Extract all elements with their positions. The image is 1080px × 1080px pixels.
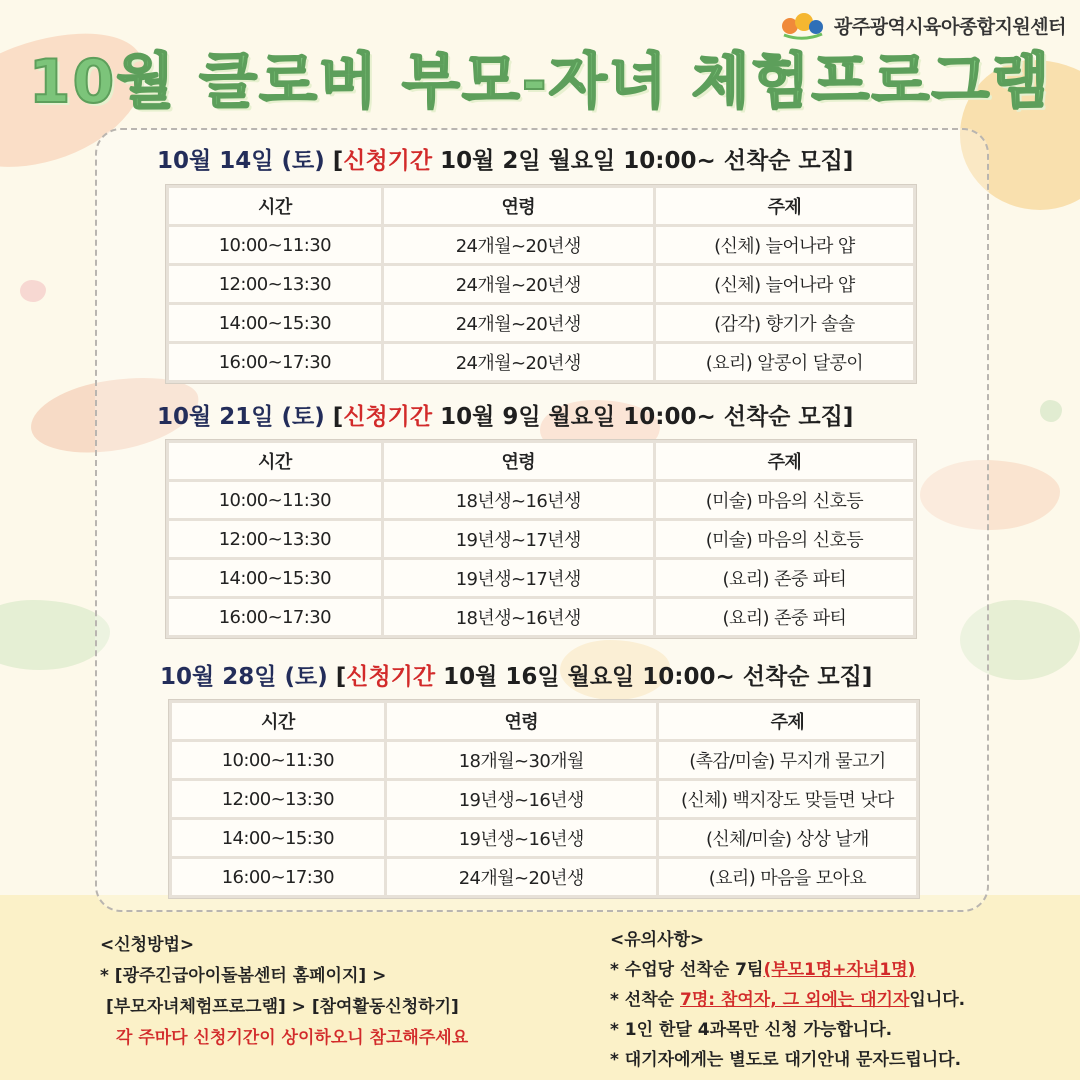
column-header-age: 연령 (387, 703, 656, 739)
bracket: [ (332, 404, 344, 430)
table-row (169, 266, 913, 302)
age-cell: 24개월~20년생 (384, 305, 653, 341)
notice-line: * 1인 한달 4과목만 신청 가능합니다. (610, 1020, 893, 1040)
topic-cell: (요리) 존중 파티 (656, 560, 913, 596)
age-cell: 24개월~20년생 (384, 344, 653, 380)
table-row (169, 599, 913, 635)
time-cell: 14:00~15:30 (169, 560, 381, 596)
age-cell: 19년생~16년생 (387, 781, 656, 817)
table-row (169, 227, 913, 263)
time-cell: 12:00~13:30 (169, 521, 381, 557)
notice-heading: <유의사항> (610, 930, 705, 950)
table-row (169, 521, 913, 557)
how-to-apply-line: [부모자녀체험프로그램] > [참여활동신청하기] (106, 997, 459, 1017)
table-row (169, 560, 913, 596)
bg-blob (1040, 400, 1062, 422)
schedule-table (168, 699, 920, 899)
notice-highlight: (부모1명+자녀1명) (763, 960, 916, 980)
notice (610, 925, 965, 1075)
topic-cell: (요리) 알콩이 달콩이 (656, 344, 913, 380)
notice-text: * 수업당 선착순 7팀 (610, 960, 764, 980)
schedule-table (165, 184, 917, 384)
age-cell: 18개월~30개월 (387, 742, 656, 778)
topic-cell: (신체) 늘어나라 얍 (656, 266, 913, 302)
how-to-apply-note: 각 주마다 신청기간이 상이하오니 참고해주세요 (116, 1028, 469, 1048)
age-cell: 24개월~20년생 (387, 859, 656, 895)
period-text: 10월 2일 월요일 10:00~ 선착순 모집] (432, 148, 854, 174)
column-header-topic: 주제 (659, 703, 916, 739)
age-cell: 24개월~20년생 (384, 227, 653, 263)
table-row (172, 742, 916, 778)
session-date: 10월 28일 (토) (160, 664, 328, 690)
time-cell: 16:00~17:30 (169, 599, 381, 635)
topic-cell: (미술) 마음의 신호등 (656, 482, 913, 518)
how-to-apply (100, 930, 468, 1054)
topic-cell: (미술) 마음의 신호등 (656, 521, 913, 557)
time-cell: 12:00~13:30 (169, 266, 381, 302)
age-cell: 19년생~17년생 (384, 560, 653, 596)
session-header (157, 398, 853, 431)
notice-line (610, 955, 965, 985)
period-text: 10월 9일 월요일 10:00~ 선착순 모집] (432, 404, 854, 430)
time-cell: 10:00~11:30 (169, 227, 381, 263)
column-header-topic: 주제 (656, 443, 913, 479)
bg-blob (0, 600, 110, 670)
table-row (169, 482, 913, 518)
period-label: 신청기간 (343, 404, 433, 430)
age-cell: 19년생~17년생 (384, 521, 653, 557)
time-cell: 10:00~11:30 (169, 482, 381, 518)
topic-cell: (요리) 존중 파티 (656, 599, 913, 635)
notice-text: 입니다. (909, 990, 966, 1010)
notice-text: * 선착순 (610, 990, 680, 1010)
column-header-topic: 주제 (656, 188, 913, 224)
time-cell: 16:00~17:30 (169, 344, 381, 380)
notice-line (610, 985, 965, 1015)
topic-cell: (신체) 백지장도 맞들면 낫다 (659, 781, 916, 817)
age-cell: 24개월~20년생 (384, 266, 653, 302)
column-header-age: 연령 (384, 188, 653, 224)
column-header-time: 시간 (169, 188, 381, 224)
time-cell: 14:00~15:30 (169, 305, 381, 341)
table-row (172, 820, 916, 856)
bg-blob (20, 280, 46, 302)
page-title: 10월 클로버 부모-자녀 체험프로그램 (28, 47, 1052, 117)
age-cell: 18년생~16년생 (384, 599, 653, 635)
period-text: 10월 16일 월요일 10:00~ 선착순 모집] (435, 664, 873, 690)
topic-cell: (신체/미술) 상상 날개 (659, 820, 916, 856)
topic-cell: (신체) 늘어나라 얍 (656, 227, 913, 263)
session-header (157, 142, 853, 175)
notice-highlight: 7명: 참여자, 그 외에는 대기자 (680, 990, 910, 1010)
column-header-time: 시간 (172, 703, 384, 739)
topic-cell: (촉감/미술) 무지개 물고기 (659, 742, 916, 778)
topic-cell: (요리) 마음을 모아요 (659, 859, 916, 895)
notice-line: * 대기자에게는 별도로 대기안내 문자드립니다. (610, 1050, 962, 1070)
session-header (160, 658, 872, 691)
age-cell: 18년생~16년생 (384, 482, 653, 518)
time-cell: 14:00~15:30 (172, 820, 384, 856)
time-cell: 16:00~17:30 (172, 859, 384, 895)
time-cell: 10:00~11:30 (172, 742, 384, 778)
table-header-row (172, 703, 916, 739)
table-header-row (169, 188, 913, 224)
time-cell: 12:00~13:30 (172, 781, 384, 817)
org-name: 광주광역시육아종합지원센터 (833, 15, 1066, 38)
session-date: 10월 21일 (토) (157, 404, 325, 430)
period-label: 신청기간 (343, 148, 433, 174)
period-label: 신청기간 (346, 664, 436, 690)
table-row (172, 859, 916, 895)
table-header-row (169, 443, 913, 479)
age-cell: 19년생~16년생 (387, 820, 656, 856)
column-header-time: 시간 (169, 443, 381, 479)
schedule-table (165, 439, 917, 639)
how-to-apply-heading: <신청방법> (100, 935, 195, 955)
topic-cell: (감각) 향기가 솔솔 (656, 305, 913, 341)
how-to-apply-line: * [광주긴급아이돌봄센터 홈페이지] > (100, 966, 387, 986)
table-row (172, 781, 916, 817)
bracket: [ (332, 148, 344, 174)
table-row (169, 305, 913, 341)
bracket: [ (335, 664, 347, 690)
table-row (169, 344, 913, 380)
session-date: 10월 14일 (토) (157, 148, 325, 174)
column-header-age: 연령 (384, 443, 653, 479)
